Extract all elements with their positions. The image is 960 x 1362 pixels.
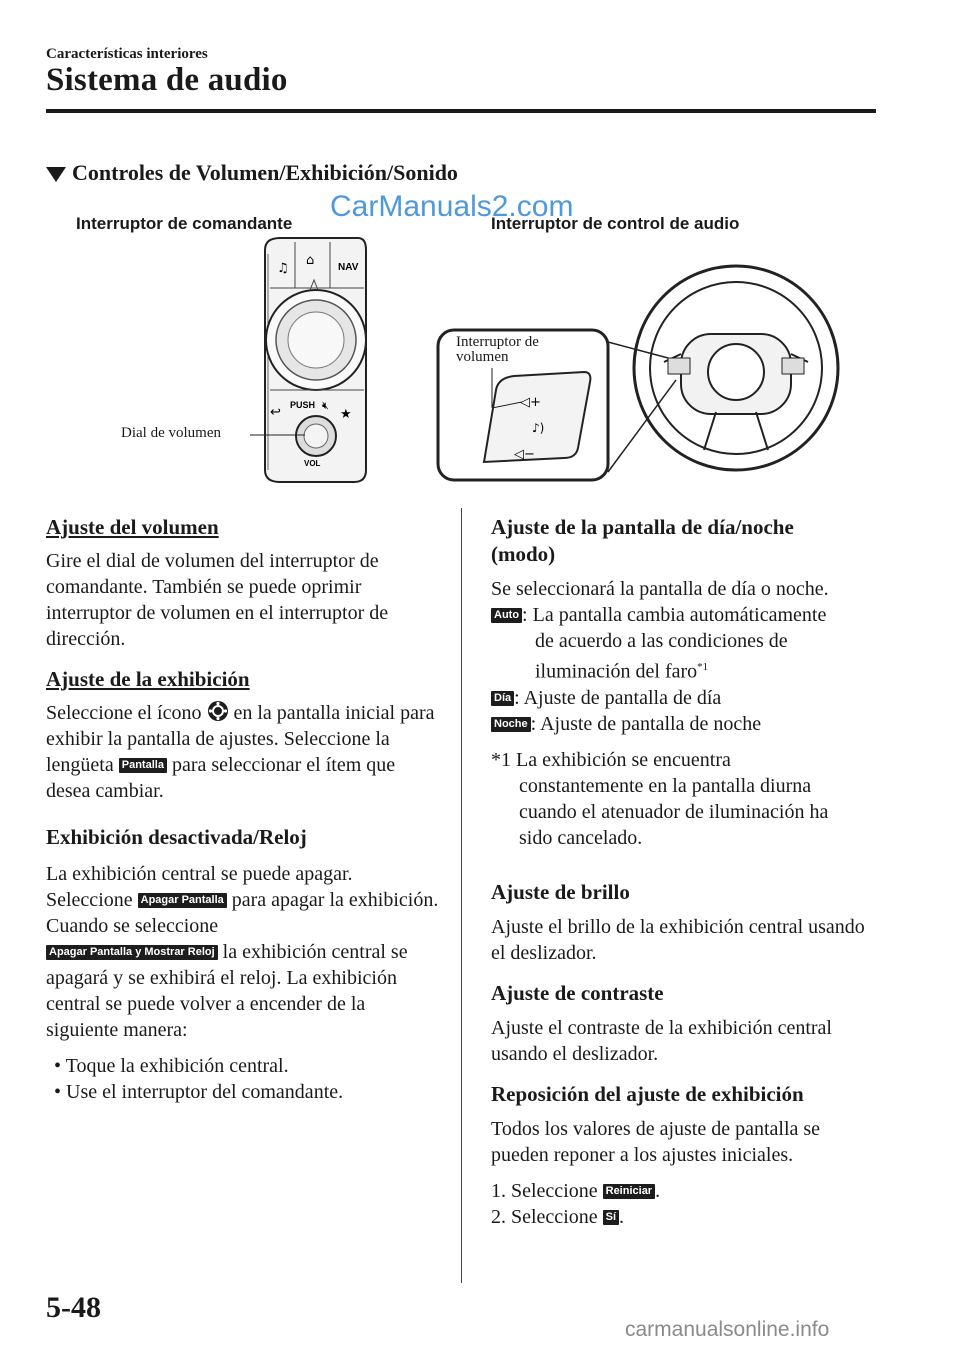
nav-button-label: NAV <box>338 262 359 273</box>
display-off-body <box>46 861 441 1043</box>
volume-body: Gire el dial de volumen del interruptor de comandante. También se puede oprimir interruptor de volumen en el interruptor de dirección. <box>46 550 389 650</box>
noche-chip: Noche <box>491 717 531 732</box>
noche-option <box>491 711 881 737</box>
display-body-part1: Seleccione el ícono <box>46 702 202 724</box>
voice-icon: ♪) <box>532 421 545 435</box>
volume-dial-callout: Dial de volumen <box>121 425 221 441</box>
commander-switch-label: Interruptor de comandante <box>76 214 293 233</box>
reset-body: Todos los valores de ajuste de pantalla se pueden reponer a los ajustes iniciales. <box>491 1117 821 1166</box>
footnote-2: constantemente en la pantalla diurna <box>519 774 812 797</box>
pantalla-tab-chip: Pantalla <box>119 758 167 773</box>
auto-text-1: : La pantalla cambia automáticamente <box>522 604 827 626</box>
display-body-part2: en la pantalla inicial para exhibir la pantalla de ajustes. Seleccione la lengüeta <box>46 702 435 776</box>
vol-label: VOL <box>304 459 321 468</box>
auto-option <box>491 602 881 628</box>
si-chip: Sí <box>603 1210 619 1225</box>
dia-option <box>491 685 881 711</box>
display-body-part3: para seleccionar el ítem que desea cambiar. <box>46 754 396 802</box>
footer-watermark: carmanualsonline.info <box>625 1318 830 1341</box>
footnote-1: *1 La exhibición se encuentra <box>491 748 731 771</box>
commander-switch-illustration <box>240 230 380 492</box>
display-body <box>46 700 441 804</box>
display-off-part2: para apagar la exhibición. <box>231 889 439 911</box>
reset-step-2: 2. Seleccione Sí . <box>491 1205 625 1228</box>
auto-text-3: iluminación del faro <box>535 660 698 683</box>
volume-dial-leader <box>250 430 310 440</box>
settings-gear-icon <box>207 700 229 722</box>
brightness-body: Ajuste el brillo de la exhibición central usando el deslizador. <box>491 915 865 964</box>
right-column <box>491 514 881 1230</box>
noche-text: : Ajuste de pantalla de noche <box>530 712 762 735</box>
display-off-part1: La exhibición central se puede apagar. Seleccione <box>46 863 353 911</box>
home-icon: ⌂ <box>306 253 315 268</box>
auto-text-3-wrap <box>491 654 881 685</box>
list-item: • Toque la exhibición central. <box>54 1055 289 1077</box>
day-night-heading-1: Ajuste de la pantalla de día/noche <box>491 515 794 539</box>
main-heading <box>46 160 458 186</box>
favorite-star-icon: ★ <box>340 407 352 422</box>
column-divider <box>461 508 462 1283</box>
display-heading: Ajuste de la exhibición <box>46 667 250 691</box>
music-icon: ♫ <box>277 261 289 276</box>
volume-switch-callout-1: Interruptor de <box>456 334 539 350</box>
volume-up-icon: ◁+ <box>520 395 541 410</box>
volume-switch-callout-2: volumen <box>456 349 509 365</box>
header-rule <box>46 109 876 113</box>
back-icon: ↩ <box>270 405 281 420</box>
apagar-pantalla-reloj-chip: Apagar Pantalla y Mostrar Reloj <box>46 945 218 960</box>
step-1-text: 1. Seleccione <box>491 1179 598 1202</box>
brightness-heading: Ajuste de brillo <box>491 879 630 904</box>
list-item: • Use el interruptor del comandante. <box>54 1081 344 1103</box>
footnote-ref: *1 <box>697 661 709 673</box>
display-off-part4: la exhibición central se apagará y se exhibirá el reloj. La exhibición central se puede volver a encender de la siguiente manera: <box>46 941 408 1041</box>
auto-text-2: de acuerdo a las condiciones de <box>535 630 788 652</box>
apagar-pantalla-chip: Apagar Pantalla <box>138 893 227 908</box>
watermark: CarManuals2.com <box>330 190 574 223</box>
day-night-heading-2: (modo) <box>491 542 556 566</box>
volume-down-icon: ◁− <box>514 447 535 462</box>
reiniciar-chip: Reiniciar <box>603 1184 655 1199</box>
page-title: Sistema de audio <box>46 62 288 98</box>
audio-control-switch-label: Interruptor de control de audio <box>491 214 740 233</box>
footnote-4: sido cancelado. <box>519 826 643 849</box>
dia-chip: Día <box>491 691 514 706</box>
display-off-part3: Cuando se seleccione <box>46 915 219 937</box>
section-label: Características interiores <box>46 46 208 62</box>
auto-chip: Auto <box>491 608 522 623</box>
reset-heading: Reposición del ajuste de exhibición <box>491 1081 804 1106</box>
volume-heading: Ajuste del volumen <box>46 515 219 539</box>
triangle-marker-icon <box>46 167 66 182</box>
contrast-body: Ajuste el contraste de la exhibición central usando el deslizador. <box>491 1016 832 1065</box>
step-2-text: 2. Seleccione <box>491 1205 598 1228</box>
dia-text: : Ajuste de pantalla de día <box>514 686 722 709</box>
push-label: PUSH <box>290 400 316 410</box>
day-night-intro: Se seleccionará la pantalla de día o noche. <box>491 578 829 600</box>
left-column <box>46 514 441 1105</box>
steering-wheel-illustration <box>436 262 846 484</box>
main-heading-text: Controles de Volumen/Exhibición/Sonido <box>72 160 458 185</box>
page-number: 5-48 <box>46 1291 101 1324</box>
contrast-heading: Ajuste de contraste <box>491 980 664 1005</box>
mute-icon: 🔇︎ <box>322 399 329 412</box>
reset-step-1: 1. Seleccione Reiniciar . <box>491 1179 661 1202</box>
display-off-heading: Exhibición desactivada/Reloj <box>46 825 307 849</box>
footnote-3: cuando el atenuador de iluminación ha <box>519 800 829 823</box>
